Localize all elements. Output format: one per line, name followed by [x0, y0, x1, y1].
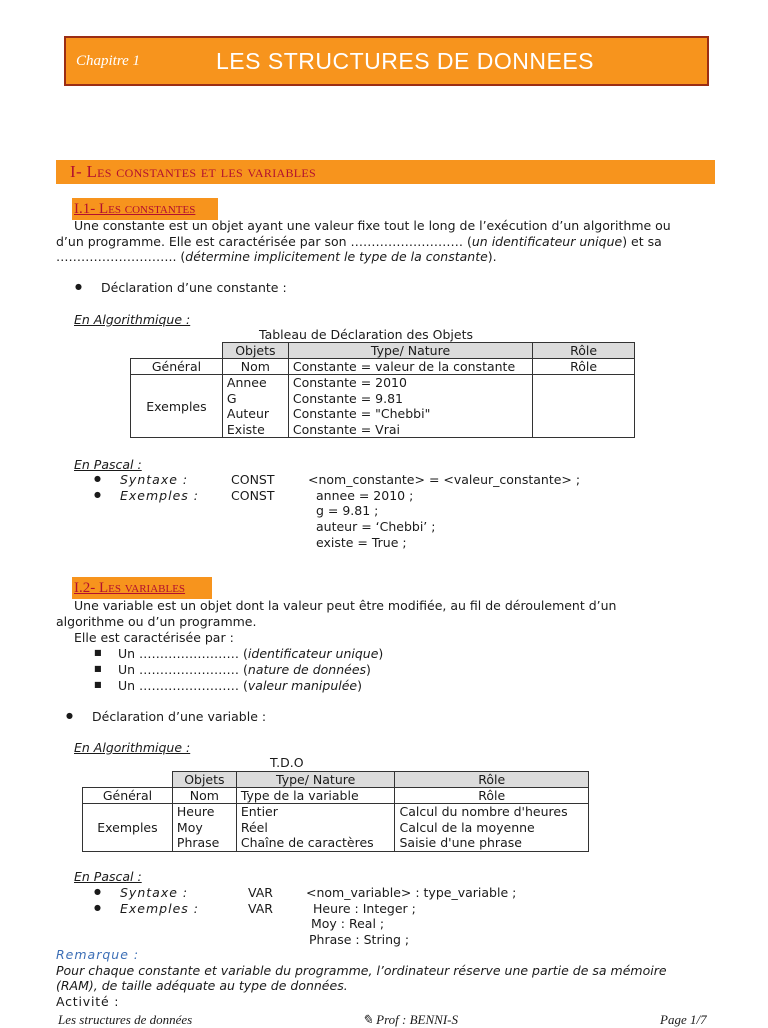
table-caption: Tableau de Déclaration des Objets: [259, 327, 473, 342]
footer-center: ✎ Prof : BENNI-S: [362, 1012, 458, 1027]
cell-line: Constante = "Chebbi": [292, 406, 431, 421]
syntax-label: ● Syntaxe :: [120, 472, 188, 487]
text-part: ).: [487, 249, 497, 264]
chapter-title: LES STRUCTURES DE DONNEES: [216, 47, 595, 74]
row-label: Exemples: [131, 375, 223, 438]
pascal-label: En Pascal :: [74, 457, 142, 472]
example-line: Phrase : String ;: [309, 932, 410, 947]
examples-label: ● Exemples :: [120, 488, 199, 503]
cell-line: Annee: [226, 375, 267, 390]
row-label: Général: [83, 788, 173, 804]
header-cell: Type/ Nature: [288, 343, 532, 359]
cell-line: Réel: [240, 819, 268, 835]
example-line: existe = True ;: [316, 535, 407, 550]
cell-line: Calcul de la moyenne: [399, 819, 535, 835]
text-part: valeur manipulée: [247, 678, 358, 693]
activity-label: Activité :: [56, 994, 120, 1009]
syntax-value: <nom_variable> : type_variable ;: [306, 885, 517, 900]
table-cell: [222, 375, 288, 438]
table-cell: Nom: [172, 788, 236, 804]
text-part: ……………………….. (: [56, 249, 186, 264]
cell-line: Entier: [240, 804, 278, 819]
table-cell: Rôle: [395, 788, 589, 804]
header-cell: Rôle: [533, 343, 635, 359]
cell-line: Constante = 2010: [292, 375, 407, 390]
text-part: d’un programme. Elle est caractérisée par son ……………………… (: [56, 234, 472, 249]
text-part: nature de données: [247, 662, 367, 677]
remark-label: Remarque :: [56, 947, 140, 962]
example-line: g = 9.81 ;: [316, 503, 379, 518]
chapter-header: [64, 36, 709, 86]
cell-line: Heure: [176, 804, 215, 819]
syntax-value: <nom_constante> = <valeur_constante> ;: [308, 472, 581, 487]
table-header-row: [83, 772, 589, 788]
examples-keyword: CONST: [231, 488, 275, 503]
text-line: Une variable est un objet dont la valeur peut être modifiée, au fil de déroulement d’un: [74, 598, 617, 613]
cell-line: Chaîne de caractères: [240, 835, 374, 850]
bullet-declaration-variable: ● Déclaration d’une variable :: [92, 709, 266, 724]
syntax-label: ● Syntaxe :: [120, 885, 188, 900]
text-line: Elle est caractérisée par :: [74, 630, 234, 645]
text-line: [56, 234, 662, 249]
constants-table: [130, 342, 635, 438]
text-part: ) et sa: [622, 234, 662, 249]
table-row: [83, 804, 589, 852]
table-cell: Type de la variable: [236, 788, 395, 804]
footer-left: Les structures de données: [58, 1012, 193, 1027]
text-line: Une constante est un objet ayant une valeur fixe tout le long de l’exécution d’un algorithme ou: [74, 218, 671, 233]
examples-keyword: VAR: [248, 901, 273, 916]
header-cell: Objets: [222, 343, 288, 359]
example-line: Moy : Real ;: [311, 916, 385, 931]
table-cell: [288, 375, 532, 438]
remark-text: (RAM), de taille adéquate au type de données.: [56, 978, 348, 993]
cell-line: Calcul du nombre d'heures: [399, 804, 568, 819]
table-cell: [395, 804, 589, 852]
table-cell: [533, 375, 635, 438]
text-part: Un …………………… (: [118, 678, 248, 693]
list-item: [118, 662, 371, 677]
text-part: ): [357, 678, 362, 693]
table-cell: [236, 804, 395, 852]
subsection-title: I.1- Les constantes: [74, 200, 196, 217]
algo-label: En Algorithmique :: [74, 312, 191, 327]
empty-cell: [83, 772, 173, 788]
bullet-declaration-constant: ● Déclaration d’une constante :: [101, 280, 287, 295]
algo-label: En Algorithmique :: [74, 740, 191, 755]
text-part: Un …………………… (: [118, 646, 248, 661]
text-part: ): [378, 646, 384, 661]
table-caption: T.D.O: [270, 755, 304, 770]
text-part: détermine implicitement le type de la constante: [185, 249, 488, 264]
text-part: identificateur unique: [247, 646, 379, 661]
subsection-title: I.2- Les variables: [74, 579, 186, 596]
syntax-keyword: VAR: [248, 885, 273, 900]
example-line: Heure : Integer ;: [313, 901, 416, 916]
constants-paragraph: [56, 218, 716, 268]
row-label: Exemples: [83, 804, 173, 852]
table-cell: Constante = valeur de la constante: [288, 359, 532, 375]
row-label: Général: [131, 359, 223, 375]
examples-label: ● Exemples :: [120, 901, 199, 916]
text-part: Un …………………… (: [118, 662, 248, 677]
text-line: [56, 249, 497, 264]
table-header-row: [131, 343, 635, 359]
cell-line: Moy: [176, 819, 203, 835]
table-row: [83, 788, 589, 804]
cell-line: Saisie d'une phrase: [399, 835, 522, 850]
table-cell: Nom: [222, 359, 288, 375]
section-header: [56, 160, 715, 184]
text-part: un identificateur unique: [471, 234, 623, 249]
list-item: [118, 646, 383, 661]
cell-line: Existe: [226, 421, 265, 437]
header-cell: Type/ Nature: [236, 772, 395, 788]
section-title: I- Les constantes et les variables: [70, 162, 316, 181]
cell-line: Auteur: [226, 406, 270, 421]
table-row: [131, 375, 635, 438]
empty-cell: [131, 343, 223, 359]
chapter-label: Chapitre 1: [76, 52, 141, 69]
header-cell: Rôle: [395, 772, 589, 788]
header-cell: Objets: [172, 772, 236, 788]
pascal-label: En Pascal :: [74, 869, 142, 884]
footer-page: Page 1/7: [660, 1012, 707, 1027]
cell-line: Constante = 9.81: [292, 390, 403, 406]
syntax-keyword: CONST: [231, 472, 275, 487]
table-row: [131, 359, 635, 375]
list-item: [118, 678, 362, 693]
subsection-header-variables: [72, 577, 212, 599]
text-line: algorithme ou d’un programme.: [56, 614, 257, 629]
subsection-header-constants: [72, 198, 218, 220]
cell-line: G: [226, 390, 237, 406]
text-part: ): [366, 662, 371, 677]
cell-line: Constante = Vrai: [292, 421, 400, 437]
table-cell: [172, 804, 236, 852]
remark-text: Pour chaque constante et variable du programme, l’ordinateur réserve une partie de sa mémoire: [56, 963, 667, 978]
example-line: annee = 2010 ;: [316, 488, 414, 503]
variables-table: [82, 771, 589, 852]
example-line: auteur = ‘Chebbi’ ;: [316, 519, 436, 534]
table-cell: Rôle: [533, 359, 635, 375]
cell-line: Phrase: [176, 835, 220, 850]
